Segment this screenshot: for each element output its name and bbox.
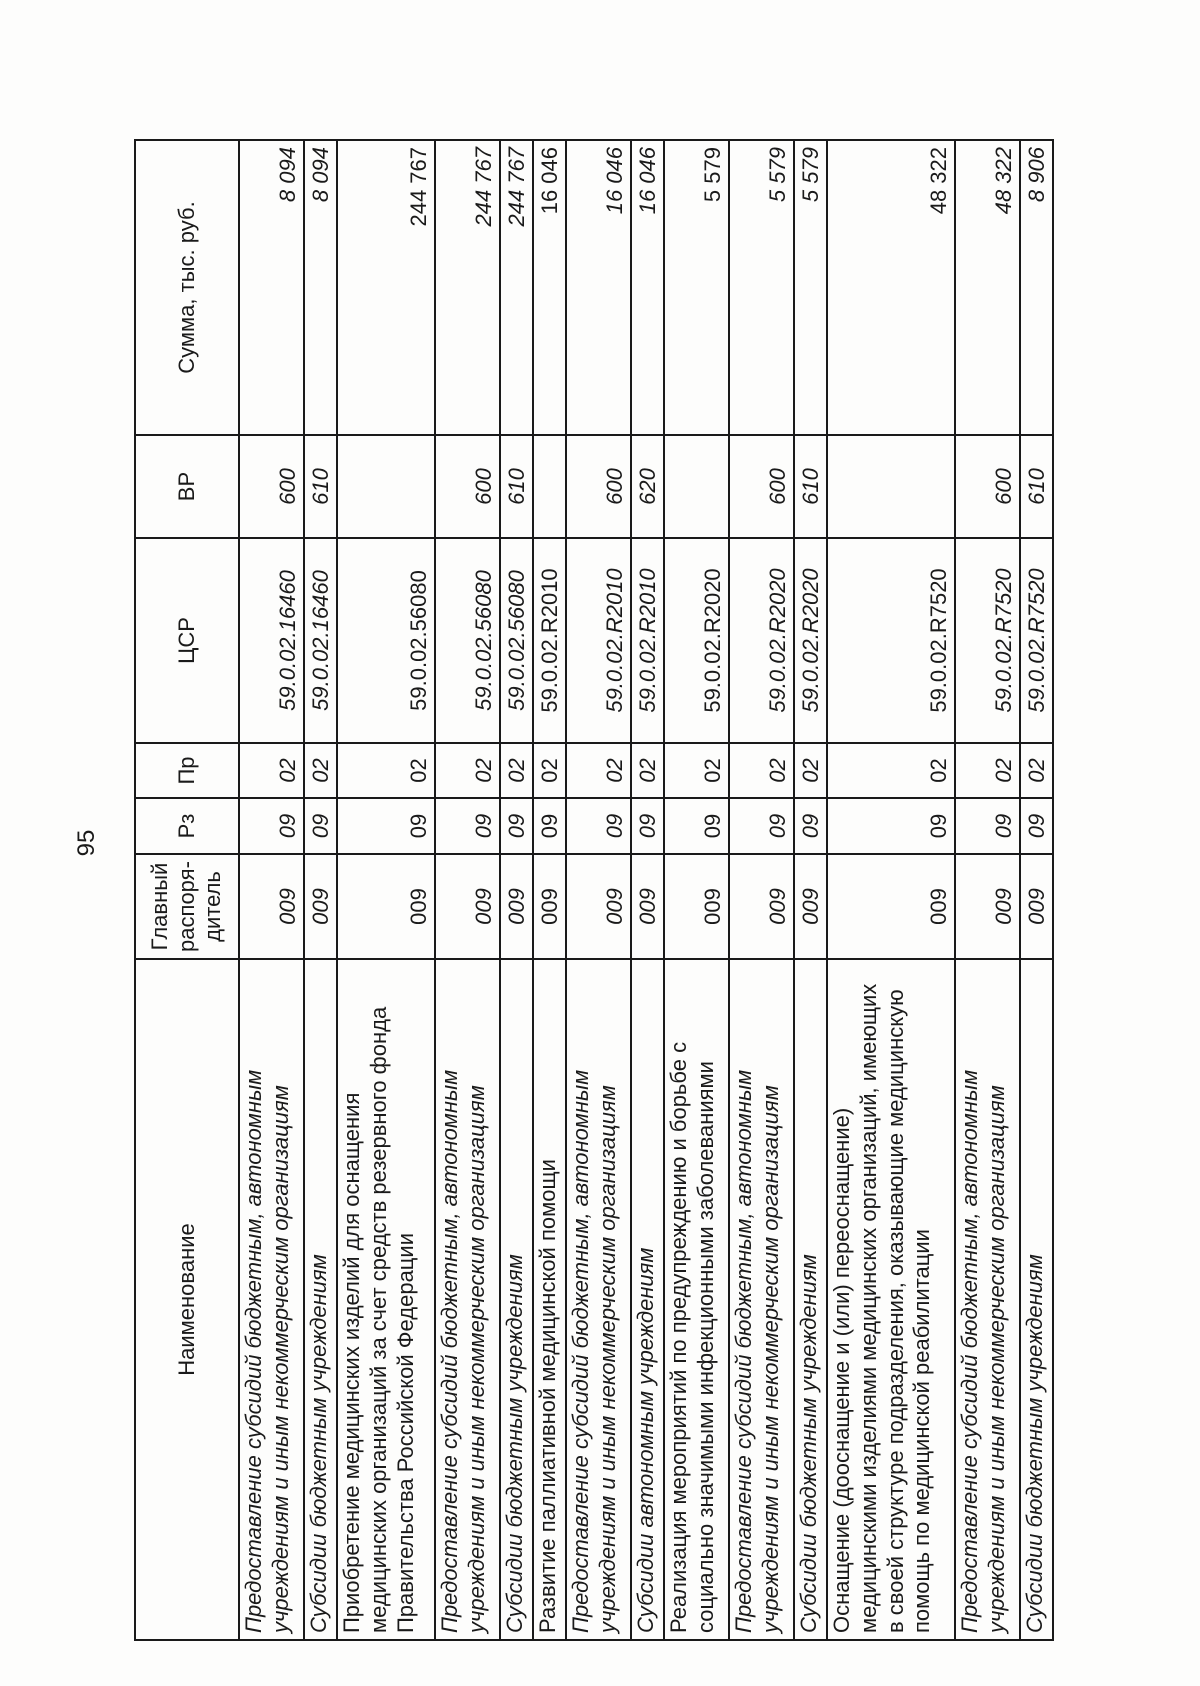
page-number: 95	[73, 829, 100, 857]
row-name-cell: Оснащение (дооснащение и (или) переоснащение) медицинскими изделиями медицинских организаций, имеющих в своей структуре подразделения, оказывающие медицинскую помощь по медицинской реабилитации	[827, 959, 955, 1640]
row-pr-cell: 02	[955, 743, 1020, 798]
row-name-cell: Предоставление субсидий бюджетным, автономным учреждениям и иным некоммерческим организациям	[566, 959, 631, 1640]
table-row	[794, 140, 827, 1640]
row-main-manager-cell: 009	[435, 854, 500, 959]
row-main-manager-cell: 009	[955, 854, 1020, 959]
row-csr-cell: 59.0.02.R2010	[566, 538, 631, 743]
row-vr-cell: 600	[729, 435, 794, 538]
row-vr-cell: 610	[1020, 435, 1053, 538]
row-vr-cell: 620	[631, 435, 664, 538]
row-pr-cell: 02	[1020, 743, 1053, 798]
row-rz-cell: 09	[1020, 798, 1053, 854]
header-sum: Сумма, тыс. руб.	[135, 140, 239, 435]
row-rz-cell: 09	[631, 798, 664, 854]
row-csr-cell: 59.0.02.R2020	[664, 538, 729, 743]
row-main-manager-cell: 009	[566, 854, 631, 959]
row-pr-cell: 02	[794, 743, 827, 798]
row-rz-cell: 09	[500, 798, 533, 854]
row-csr-cell: 59.0.02.R2010	[631, 538, 664, 743]
row-csr-cell: 59.0.02.16460	[304, 538, 337, 743]
row-rz-cell: 09	[664, 798, 729, 854]
header-csr: ЦСР	[135, 538, 239, 743]
row-sum-cell: 48 322	[827, 140, 955, 435]
row-csr-cell: 59.0.02.56080	[337, 538, 435, 743]
row-sum-cell: 8 906	[1020, 140, 1053, 435]
row-vr-cell: 600	[239, 435, 304, 538]
row-pr-cell: 02	[533, 743, 566, 798]
table-row	[533, 140, 566, 1640]
row-name-cell: Предоставление субсидий бюджетным, автономным учреждениям и иным некоммерческим организациям	[955, 959, 1020, 1640]
row-csr-cell: 59.0.02.R7520	[1020, 538, 1053, 743]
row-vr-cell	[827, 435, 955, 538]
row-pr-cell: 02	[729, 743, 794, 798]
row-name-cell: Предоставление субсидий бюджетным, автономным учреждениям и иным некоммерческим организациям	[729, 959, 794, 1640]
row-rz-cell: 09	[435, 798, 500, 854]
row-main-manager-cell: 009	[304, 854, 337, 959]
row-csr-cell: 59.0.02.56080	[500, 538, 533, 743]
table-row	[239, 140, 304, 1640]
budget-table-container	[134, 141, 1054, 1641]
row-pr-cell: 02	[435, 743, 500, 798]
table-header-row	[135, 140, 239, 1640]
header-rz: Рз	[135, 798, 239, 854]
row-sum-cell: 8 094	[239, 140, 304, 435]
row-name-cell: Развитие паллиативной медицинской помощи	[533, 959, 566, 1640]
row-pr-cell: 02	[566, 743, 631, 798]
row-csr-cell: 59.0.02.R2010	[533, 538, 566, 743]
row-pr-cell: 02	[664, 743, 729, 798]
row-main-manager-cell: 009	[239, 854, 304, 959]
row-sum-cell: 16 046	[566, 140, 631, 435]
row-main-manager-cell: 009	[337, 854, 435, 959]
table-row	[435, 140, 500, 1640]
row-sum-cell: 244 767	[500, 140, 533, 435]
row-name-cell: Предоставление субсидий бюджетным, автономным учреждениям и иным некоммерческим организациям	[239, 959, 304, 1640]
row-pr-cell: 02	[304, 743, 337, 798]
row-rz-cell: 09	[729, 798, 794, 854]
row-rz-cell: 09	[239, 798, 304, 854]
row-csr-cell: 59.0.02.R2020	[794, 538, 827, 743]
table-row	[664, 140, 729, 1640]
row-main-manager-cell: 009	[827, 854, 955, 959]
row-sum-cell: 8 094	[304, 140, 337, 435]
table-row	[566, 140, 631, 1640]
row-pr-cell: 02	[500, 743, 533, 798]
row-vr-cell	[664, 435, 729, 538]
table-row	[955, 140, 1020, 1640]
row-pr-cell: 02	[337, 743, 435, 798]
row-name-cell: Реализация мероприятий по предупреждению и борьбе с социально значимыми инфекционными заболеваниями	[664, 959, 729, 1640]
row-name-cell: Предоставление субсидий бюджетным, автономным учреждениям и иным некоммерческим организациям	[435, 959, 500, 1640]
row-vr-cell	[337, 435, 435, 538]
row-sum-cell: 5 579	[794, 140, 827, 435]
table-row	[337, 140, 435, 1640]
row-rz-cell: 09	[827, 798, 955, 854]
row-main-manager-cell: 009	[664, 854, 729, 959]
row-sum-cell: 244 767	[435, 140, 500, 435]
row-vr-cell: 600	[955, 435, 1020, 538]
row-vr-cell: 610	[794, 435, 827, 538]
row-pr-cell: 02	[827, 743, 955, 798]
row-sum-cell: 16 046	[533, 140, 566, 435]
row-vr-cell: 610	[500, 435, 533, 538]
table-row	[631, 140, 664, 1640]
row-main-manager-cell: 009	[1020, 854, 1053, 959]
row-rz-cell: 09	[955, 798, 1020, 854]
row-main-manager-cell: 009	[729, 854, 794, 959]
row-rz-cell: 09	[533, 798, 566, 854]
table-row	[729, 140, 794, 1640]
row-sum-cell: 5 579	[729, 140, 794, 435]
row-sum-cell: 5 579	[664, 140, 729, 435]
row-csr-cell: 59.0.02.R7520	[955, 538, 1020, 743]
header-pr: Пр	[135, 743, 239, 798]
header-vr: ВР	[135, 435, 239, 538]
row-name-cell: Субсидии автономным учреждениям	[631, 959, 664, 1640]
table-row	[1020, 140, 1053, 1640]
row-csr-cell: 59.0.02.R7520	[827, 538, 955, 743]
row-name-cell: Субсидии бюджетным учреждениям	[304, 959, 337, 1640]
row-pr-cell: 02	[239, 743, 304, 798]
row-csr-cell: 59.0.02.R2020	[729, 538, 794, 743]
row-pr-cell: 02	[631, 743, 664, 798]
header-main-manager: Главный распоря-дитель	[135, 854, 239, 959]
table-row	[827, 140, 955, 1640]
header-name: Наименование	[135, 959, 239, 1640]
row-main-manager-cell: 009	[631, 854, 664, 959]
table-body	[239, 140, 1053, 1640]
row-name-cell: Приобретение медицинских изделий для оснащения медицинских организаций за счет средств резервного фонда Правительства Российской Федерации	[337, 959, 435, 1640]
row-vr-cell: 600	[435, 435, 500, 538]
budget-table	[134, 139, 1054, 1641]
row-rz-cell: 09	[337, 798, 435, 854]
row-sum-cell: 16 046	[631, 140, 664, 435]
row-csr-cell: 59.0.02.56080	[435, 538, 500, 743]
row-sum-cell: 48 322	[955, 140, 1020, 435]
row-sum-cell: 244 767	[337, 140, 435, 435]
table-row	[304, 140, 337, 1640]
row-name-cell: Субсидии бюджетным учреждениям	[794, 959, 827, 1640]
row-main-manager-cell: 009	[794, 854, 827, 959]
row-vr-cell	[533, 435, 566, 538]
row-name-cell: Субсидии бюджетным учреждениям	[1020, 959, 1053, 1640]
table-row	[500, 140, 533, 1640]
row-csr-cell: 59.0.02.16460	[239, 538, 304, 743]
row-rz-cell: 09	[566, 798, 631, 854]
row-name-cell: Субсидии бюджетным учреждениям	[500, 959, 533, 1640]
row-vr-cell: 610	[304, 435, 337, 538]
row-main-manager-cell: 009	[500, 854, 533, 959]
row-main-manager-cell: 009	[533, 854, 566, 959]
row-rz-cell: 09	[304, 798, 337, 854]
row-vr-cell: 600	[566, 435, 631, 538]
row-rz-cell: 09	[794, 798, 827, 854]
